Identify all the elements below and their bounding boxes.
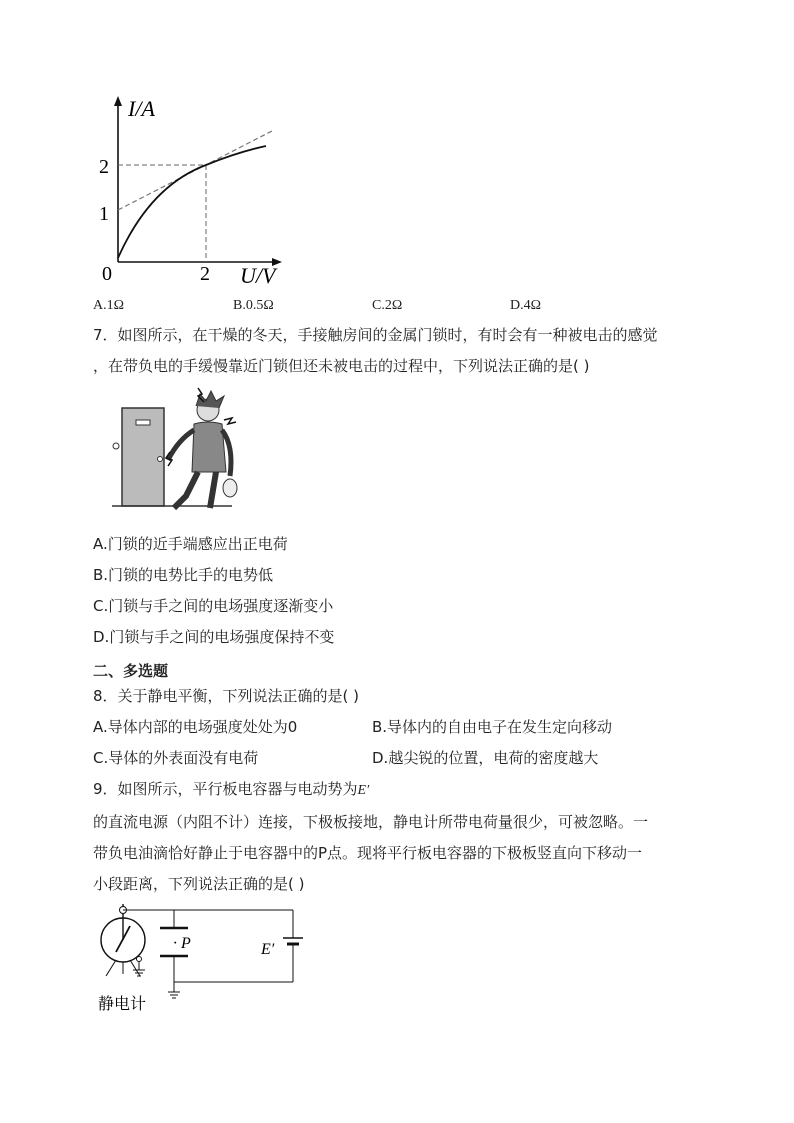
person-leg-right — [210, 472, 216, 508]
electrometer-ground-knob — [137, 957, 142, 962]
q8-option-d: D.越尖锐的位置，电荷的密度越大 — [372, 749, 599, 767]
q7-stem-line1: 7．如图所示，在干燥的冬天，手接触房间的金属门锁时，有时会有一种被电击的感觉 — [93, 326, 658, 344]
capacitor-circuit-diagram — [90, 902, 315, 1020]
q6-option-b: B.0.5Ω — [233, 298, 274, 313]
q6-option-d: D.4Ω — [510, 298, 542, 313]
q7-option-a: A.门锁的近手端感应出正电荷 — [93, 535, 288, 553]
x-tick-2: 2 — [200, 263, 210, 285]
y-tick-2: 2 — [99, 156, 109, 178]
door-window — [136, 420, 150, 425]
person-leg-left — [174, 472, 198, 508]
person-hair — [196, 391, 224, 408]
section-heading-multi-choice: 二、多选题 — [93, 662, 169, 680]
electrometer-label: 静电计 — [98, 994, 147, 1013]
door-peephole — [113, 443, 119, 449]
x-axis-label: U/V — [240, 263, 276, 288]
emf-label: E′ — [261, 941, 275, 958]
iu-curve — [118, 146, 266, 258]
q8-option-a: A.导体内部的电场强度处处为0 — [93, 718, 298, 736]
origin-label: 0 — [102, 263, 112, 285]
point-p-label: · P — [173, 935, 191, 952]
q6-option-a: A.1Ω — [93, 298, 125, 313]
q9-stem-line3: 带负电油滴恰好静止于电容器中的P点。现将平行板电容器的下极板竖直向下移动一 — [93, 844, 643, 862]
q7-option-c: C.门锁与手之间的电场强度逐渐变小 — [93, 597, 334, 615]
q9-stem-line4: 小段距离，下列说法正确的是( ) — [93, 875, 305, 893]
q9-emf-symbol: E′ — [357, 783, 370, 798]
q8-option-b: B.导体内的自由电子在发生定向移动 — [372, 718, 613, 736]
y-axis-label: I/A — [128, 96, 155, 121]
q7-option-d: D.门锁与手之间的电场强度保持不变 — [93, 628, 335, 646]
q7-stem-line2: ，在带负电的手缓慢靠近门锁但还未被电击的过程中，下列说法正确的是( ) — [93, 357, 590, 375]
q8-option-c: C.导体的外表面没有电荷 — [93, 749, 259, 767]
door-person-illustration — [112, 384, 247, 514]
spark-icon-2 — [224, 418, 236, 424]
electrometer-leg-left — [106, 960, 116, 976]
y-tick-1: 1 — [99, 203, 109, 225]
q8-stem: 8．关于静电平衡，下列说法正确的是( ) — [93, 687, 360, 705]
iu-graph — [90, 90, 305, 290]
person-body — [192, 422, 226, 472]
q6-option-c: C.2Ω — [372, 298, 403, 313]
q9-stem-text: 9．如图所示，平行板电容器与电动势为 — [93, 780, 358, 798]
q9-stem-line1 — [93, 779, 369, 801]
person-arm-left — [168, 430, 194, 460]
q7-option-b: B.门锁的电势比手的电势低 — [93, 566, 274, 584]
person-bag — [223, 479, 237, 497]
door-knob — [158, 457, 163, 462]
y-axis-arrow — [114, 96, 122, 106]
q9-stem-line2: 的直流电源（内阻不计）连接，下极板接地，静电计所带电荷量很少，可被忽略。一 — [93, 813, 649, 831]
